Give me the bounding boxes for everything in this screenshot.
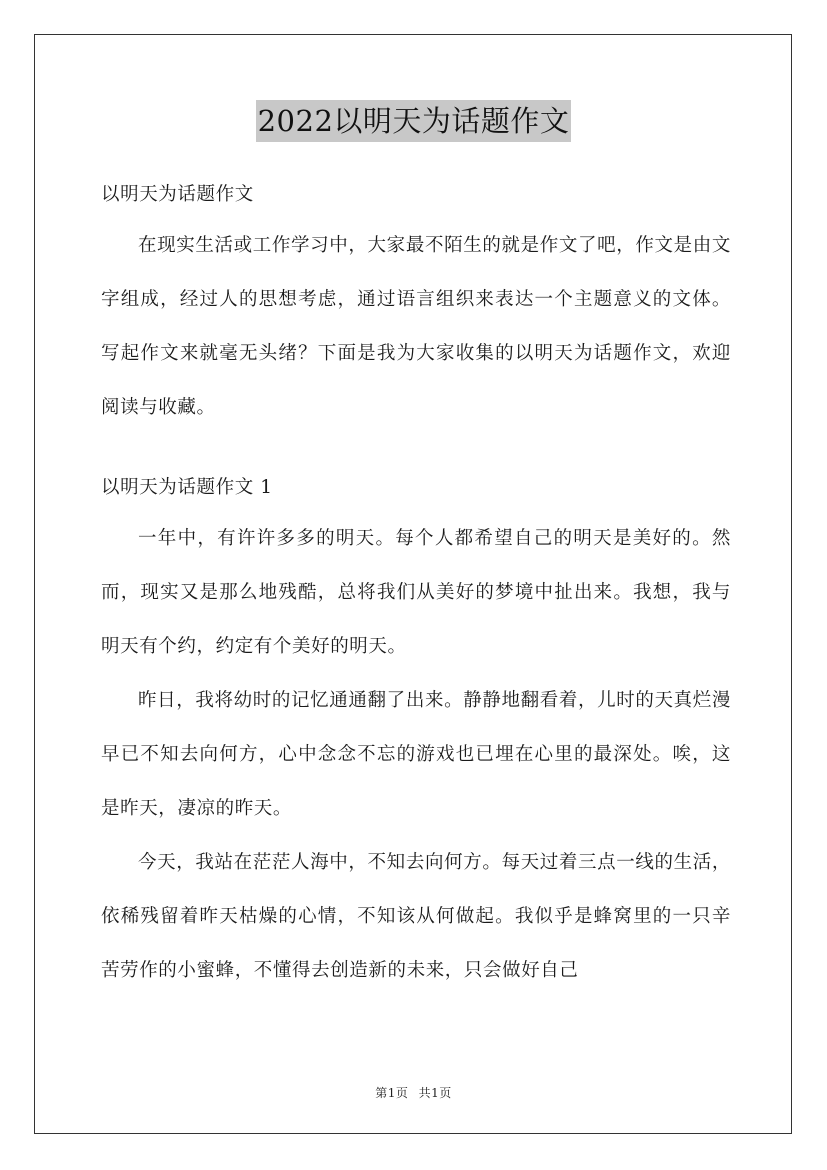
- body-paragraph: 一年中，有许许多多的明天。每个人都希望自己的明天是美好的。然而，现实又是那么地残酷，总将我们从美好的梦境中扯出来。我想，我与明天有个约，约定有个美好的明天。: [101, 528, 731, 657]
- section-heading: 以明天为话题作文 1: [101, 477, 273, 498]
- page-footer: [0, 1084, 827, 1101]
- intro-paragraph: 在现实生活或工作学习中，大家最不陌生的就是作文了吧，作文是由文字组成，经过人的思想考虑，通过语言组织来表达一个主题意义的文体。写起作文来就毫无头绪？下面是我为大家收集的以明天为话题作文，欢迎阅读与收藏。: [101, 235, 731, 418]
- page-number: 第1页: [375, 1086, 409, 1100]
- document-body: [101, 170, 731, 998]
- document-title: 2022以明天为话题作文: [256, 100, 572, 142]
- paragraph-gap: [101, 435, 731, 463]
- body-paragraph: 昨日，我将幼时的记忆通通翻了出来。静静地翻看着，儿时的天真烂漫早已不知去向何方，心中念念不忘的游戏也已埋在心里的最深处。唉，这是昨天，凄凉的昨天。: [101, 690, 731, 819]
- body-paragraph: 今天，我站在茫茫人海中，不知去向何方。每天过着三点一线的生活，依稀残留着昨天枯燥的心情，不知该从何做起。我似乎是蜂窝里的一只辛苦劳作的小蜜蜂，不懂得去创造新的未来，只会做好自己: [101, 852, 731, 981]
- page-count: 共1页: [418, 1086, 452, 1100]
- title-container: [0, 100, 827, 142]
- document-heading: 以明天为话题作文: [101, 184, 254, 205]
